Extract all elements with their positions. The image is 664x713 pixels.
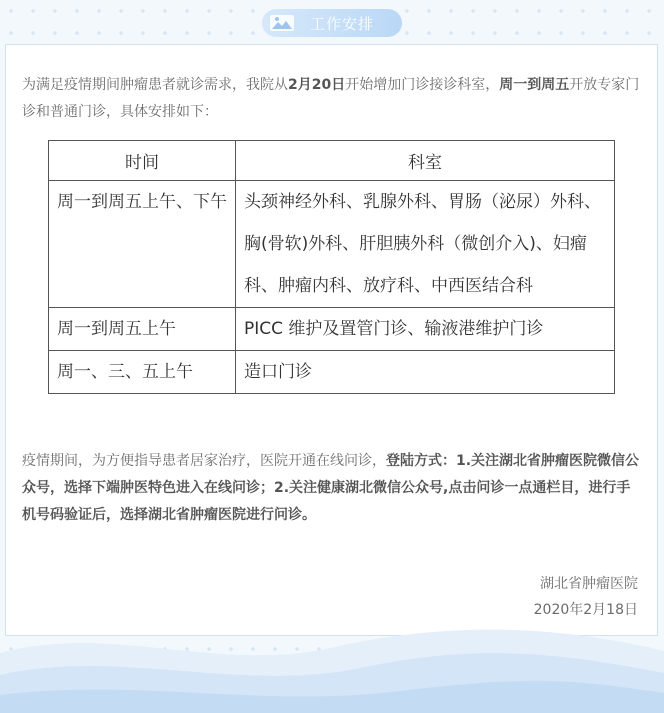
table-row	[49, 308, 615, 351]
intro-paragraph	[22, 72, 642, 126]
hospital-name: 湖北省肿瘤医院	[540, 576, 638, 592]
table-row	[49, 181, 615, 308]
table-header-row	[49, 141, 615, 181]
start-date: 2月20日	[288, 77, 346, 93]
intro-text-1: 为满足疫情期间肿瘤患者就诊需求，我院从	[22, 77, 288, 93]
time-cell: 周一、三、五上午	[49, 351, 236, 394]
table-row	[49, 351, 615, 394]
online-consult-note	[22, 448, 642, 529]
login-method: 登陆方式：1.关注湖北省肿瘤医院微信公众号，选择下端肿医特色进入在线问诊；2.关注健康湖北微信公众号,点击问诊一点通栏目，进行手机号码验证后，选择湖北省肿瘤医院进行问诊。	[22, 453, 640, 523]
department-cell: 造口门诊	[236, 351, 615, 394]
weekday-range: 周一到周五	[499, 77, 570, 93]
intro-text-2: 开始增加门诊接诊科室，	[345, 77, 500, 93]
issue-date: 2020年2月18日	[533, 602, 638, 618]
section-title: 工作安排	[310, 14, 375, 33]
department-cell: PICC 维护及置管门诊、输液港维护门诊	[236, 308, 615, 351]
header-department: 科室	[236, 141, 615, 181]
section-header	[262, 9, 402, 37]
header-time: 时间	[49, 141, 236, 181]
note-text: 疫情期间，为方便指导患者居家治疗，医院开通在线问诊，	[22, 453, 386, 469]
department-cell: 头颈神经外科、乳腺外科、胃肠（泌尿）外科、胸(骨软)外科、肝胆胰外科（微创介入)、妇瘤科、肿瘤内科、放疗科、中西医结合科	[236, 181, 615, 308]
time-cell: 周一到周五上午	[49, 308, 236, 351]
wave-decoration	[0, 613, 664, 713]
intro-text-3: 开放专家门诊和普通门诊，具体安排如下：	[22, 77, 640, 120]
image-icon	[262, 9, 302, 37]
time-cell: 周一到周五上午、下午	[49, 181, 236, 308]
schedule-table	[48, 140, 615, 394]
